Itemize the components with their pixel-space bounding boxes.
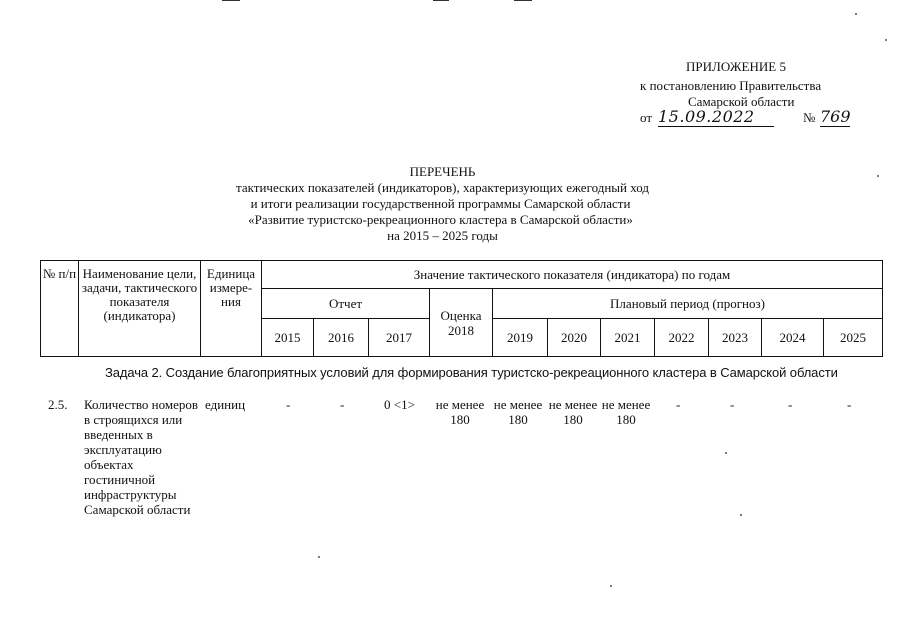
task-heading: Задача 2. Создание благоприятных условий для формирования туристско-рекреационного кластера в Самарской области [105, 365, 838, 380]
row-value-2018: не менее 180 [435, 397, 485, 427]
document-subtitle-line-4: на 2015 – 2025 годы [387, 228, 498, 243]
header-year: 2023 [709, 319, 762, 357]
row-value-2020: не менее 180 [548, 397, 598, 427]
scan-mark [514, 0, 532, 1]
header-year: 2024 [762, 319, 824, 357]
scan-speck [885, 39, 887, 41]
header-year: 2015 [262, 319, 314, 357]
header-col-values: Значение тактического показателя (индикатора) по годам [262, 261, 883, 289]
document-subtitle-line-3: «Развитие туристско-рекреационного кластера в Самарской области» [248, 212, 633, 227]
header-year: 2022 [655, 319, 709, 357]
scan-speck [855, 13, 857, 15]
header-year: 2020 [548, 319, 601, 357]
row-value-2021: не менее 180 [601, 397, 651, 427]
handwritten-date: 15.09.2022 [658, 107, 774, 127]
header-year: 2017 [369, 319, 430, 357]
row-value-2024: - [788, 397, 793, 412]
scan-speck [725, 452, 727, 454]
row-indicator-name: Количество номеров в строящихся или введенных в эксплуатацию объектах гостиничной инфраструктуры Самарской области [84, 397, 199, 517]
header-year: 2021 [601, 319, 655, 357]
row-number: 2.5. [48, 397, 68, 412]
number-prefix: № [803, 110, 816, 125]
scan-speck [318, 556, 320, 558]
header-col-no: № п/п [41, 261, 79, 357]
indicators-table-header [40, 260, 883, 357]
row-value-2025: - [847, 397, 852, 412]
row-value-2016: - [340, 397, 345, 412]
header-group-report: Отчет [262, 289, 430, 319]
handwritten-number: 769 [820, 107, 851, 126]
appendix-region-line: Самарской области [688, 94, 795, 109]
header-year: 2025 [824, 319, 883, 357]
scan-mark [222, 0, 240, 1]
appendix-title: ПРИЛОЖЕНИЕ 5 [686, 59, 786, 74]
document-title: ПЕРЕЧЕНЬ [409, 164, 476, 179]
header-group-plan: Плановый период (прогноз) [493, 289, 883, 319]
row-value-2022: - [676, 397, 681, 412]
date-prefix: от [640, 110, 653, 125]
row-value-2023: - [730, 397, 735, 412]
row-value-2019: не менее 180 [493, 397, 543, 427]
row-value-2015: - [286, 397, 291, 412]
header-group-estimate: Оценка 2018 [430, 289, 493, 357]
document-subtitle-line-2: и итоги реализации государственной программы Самарской области [250, 196, 631, 211]
scan-speck [610, 585, 612, 587]
appendix-date-number-row [640, 109, 855, 127]
row-unit: единиц [205, 397, 246, 412]
row-value-2017: 0 <1> [384, 397, 415, 412]
scan-mark [433, 0, 449, 1]
header-year: 2019 [493, 319, 548, 357]
header-year: 2016 [314, 319, 369, 357]
scan-speck [740, 514, 742, 516]
header-col-name: Наименование цели, задачи, тактического показателя (индикатора) [79, 261, 201, 357]
header-col-unit: Единица измере-ния [201, 261, 262, 357]
appendix-resolution-line: к постановлению Правительства [640, 78, 822, 93]
document-subtitle-line-1: тактических показателей (индикаторов), характеризующих ежегодный ход [236, 180, 649, 195]
